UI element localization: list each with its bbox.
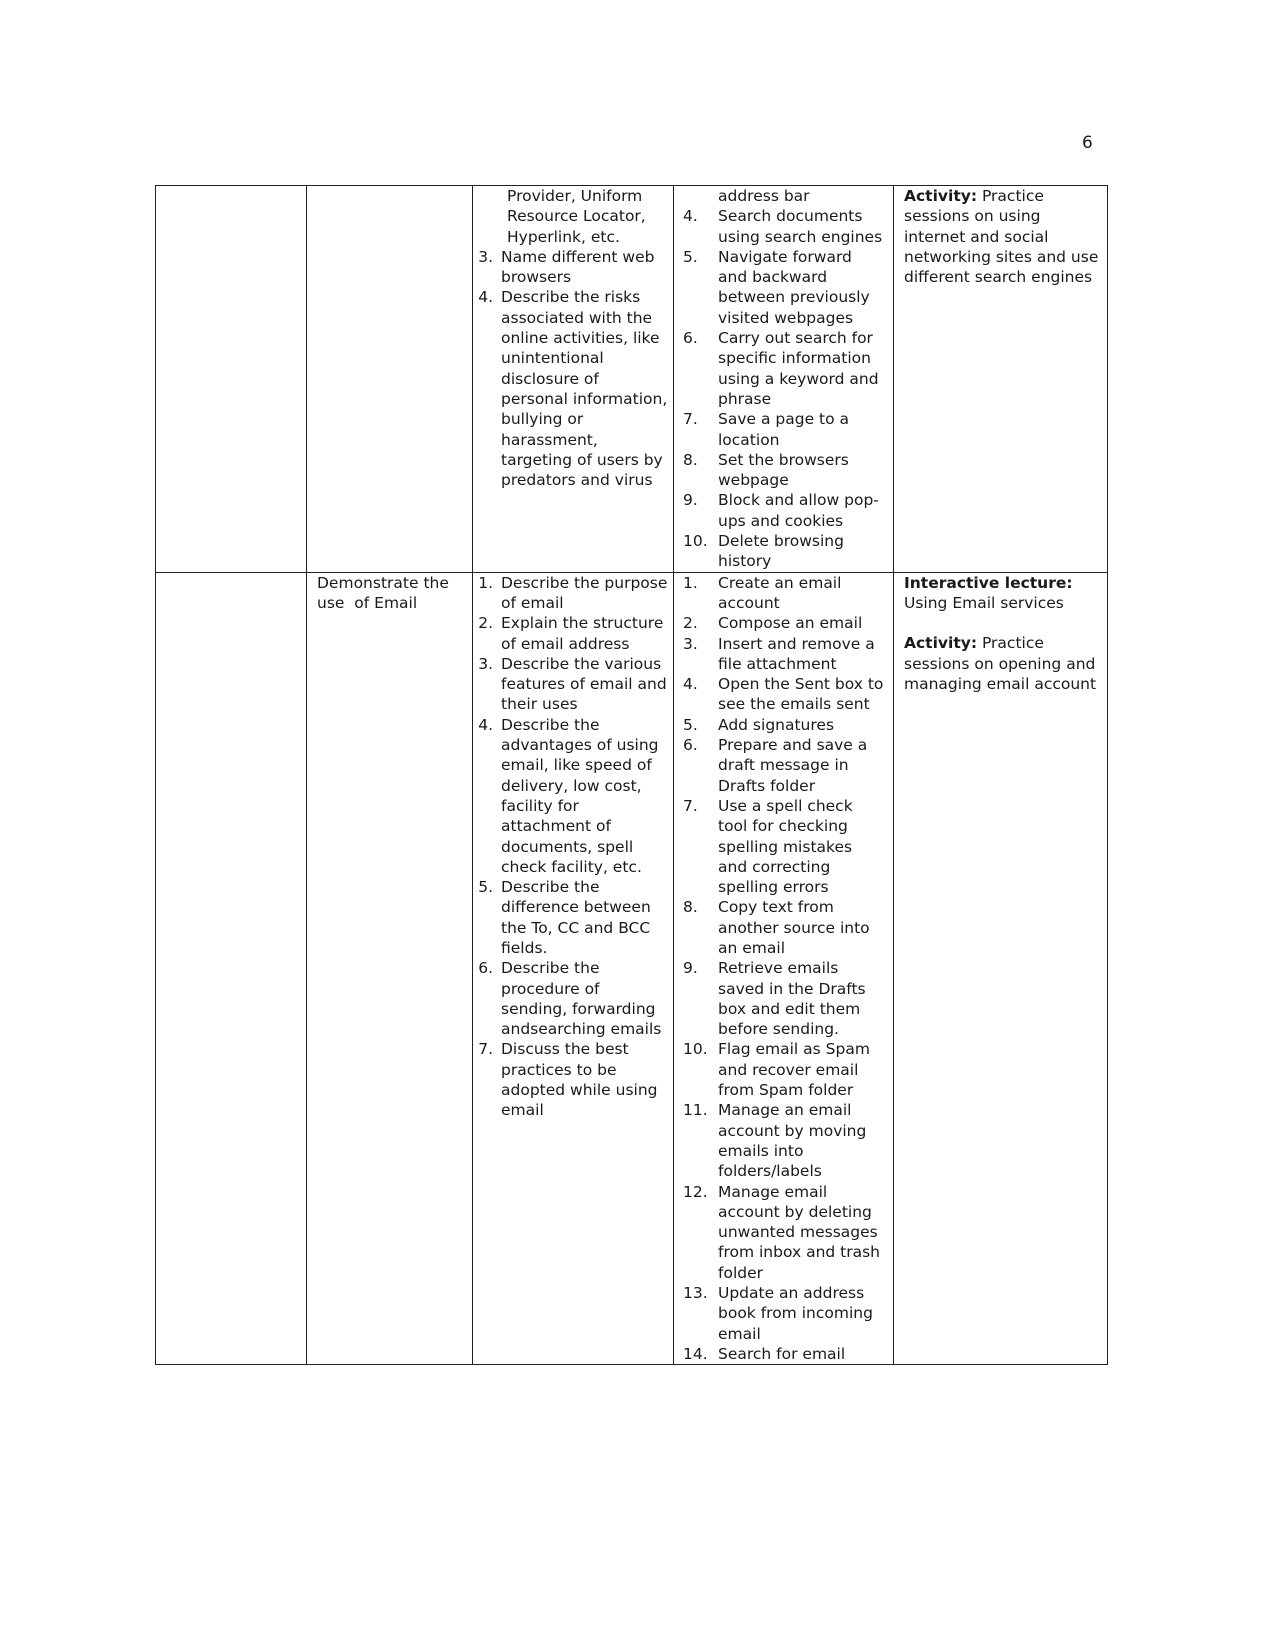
topic-title: Demonstrate the use of Email bbox=[317, 573, 454, 612]
curriculum-table bbox=[155, 185, 1108, 1365]
list-item: 5. Navigate forward and backward between previously visited webpages bbox=[683, 247, 870, 327]
list-item: 2. Explain the structure of email address bbox=[478, 614, 664, 653]
list-item: 7. Discuss the best practices to be adopted while using email bbox=[478, 1040, 658, 1120]
list-item: 11. Manage an email account by moving emails into folders/labels bbox=[683, 1101, 867, 1181]
skills-list bbox=[674, 206, 893, 571]
list-item: 12. Manage email account by deleting unwanted messages from inbox and trash folder bbox=[683, 1182, 881, 1282]
list-item: 6. Carry out search for specific information using a keyword and phrase bbox=[683, 329, 879, 408]
module-cell bbox=[156, 186, 307, 573]
activity-note: Activity: Practice sessions on opening and managing email account bbox=[904, 634, 1097, 693]
knowledge-list bbox=[473, 573, 673, 1121]
list-item: 10. Flag email as Spam and recover email from Spam folder bbox=[683, 1040, 870, 1100]
skills-lead: address bar bbox=[718, 187, 810, 205]
knowledge-cell bbox=[473, 572, 674, 1365]
list-item: 9. Retrieve emails saved in the Drafts box and edit them before sending. bbox=[683, 959, 866, 1039]
lecture-note: Interactive lecture: Using Email services bbox=[904, 573, 1073, 612]
list-item: 4. Search documents using search engines bbox=[683, 207, 883, 246]
list-item: 14. Search for email bbox=[683, 1344, 846, 1363]
list-item: 2. Compose an email bbox=[683, 614, 863, 633]
topic-cell bbox=[307, 572, 473, 1365]
spacer bbox=[894, 613, 1107, 633]
list-item: 8. Copy text from another source into an email bbox=[683, 898, 870, 957]
list-item: 6. Describe the procedure of sending, forwarding andsearching emails bbox=[478, 959, 662, 1039]
list-item: 4. Describe the risks associated with the online activities, like unintentional disclosure of personal information, bullying or harassment, targeting of users by predators and virus bbox=[478, 288, 668, 490]
knowledge-list bbox=[473, 247, 673, 491]
list-item: 5. Describe the difference between the To, CC and BCC fields. bbox=[478, 878, 651, 957]
list-item: 4. Describe the advantages of using email, like speed of delivery, low cost, facility for attachment of documents, spell check facility, etc. bbox=[478, 715, 659, 876]
list-item: 13. Update an address book from incoming email bbox=[683, 1284, 873, 1343]
table-row bbox=[156, 572, 1108, 1365]
list-item: 6. Prepare and save a draft message in Drafts folder bbox=[683, 736, 868, 795]
list-item: 3. Name different web browsers bbox=[478, 247, 655, 287]
list-item: 5. Add signatures bbox=[683, 715, 835, 734]
methods-cell bbox=[894, 572, 1108, 1365]
knowledge-cell bbox=[473, 186, 674, 573]
list-item: 3. Insert and remove a file attachment bbox=[683, 634, 875, 673]
module-cell bbox=[156, 572, 307, 1365]
page-number: 6 bbox=[1082, 133, 1093, 153]
list-item: 1. Create an email account bbox=[683, 573, 842, 612]
activity-note: Activity: Practice sessions on using internet and social networking sites and use different search engines bbox=[904, 187, 1099, 287]
list-item: 10. Delete browsing history bbox=[683, 532, 844, 571]
methods-cell bbox=[894, 186, 1108, 573]
list-item: 7. Use a spell check tool for checking spelling mistakes and correcting spelling errors bbox=[683, 796, 853, 897]
topic-cell bbox=[307, 186, 473, 573]
table-row bbox=[156, 186, 1108, 573]
list-item: 1. Describe the purpose of email bbox=[478, 573, 668, 612]
skills-cell bbox=[674, 572, 894, 1365]
list-item: 3. Describe the various features of email and their uses bbox=[478, 654, 667, 714]
skills-cell bbox=[674, 186, 894, 573]
list-item: 8. Set the browsers webpage bbox=[683, 450, 849, 490]
skills-list bbox=[674, 573, 893, 1365]
list-item: 4. Open the Sent box to see the emails sent bbox=[683, 675, 884, 714]
knowledge-lead: Provider, Uniform Resource Locator, Hyperlink, etc. bbox=[507, 187, 646, 246]
list-item: 7. Save a page to a location bbox=[683, 410, 850, 449]
list-item: 9. Block and allow pop-ups and cookies bbox=[683, 491, 879, 530]
